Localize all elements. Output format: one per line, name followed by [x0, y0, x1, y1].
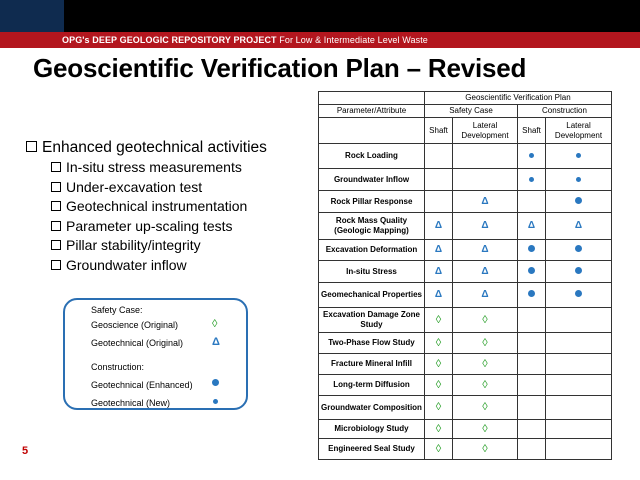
- row-label: Rock Mass Quality (Geologic Mapping): [319, 213, 425, 240]
- table-cell: [453, 396, 518, 420]
- blue-delta-icon: Δ: [434, 220, 443, 231]
- blue-delta-icon: Δ: [481, 220, 489, 231]
- blue-delta-icon: Δ: [434, 289, 443, 300]
- table-row: [319, 396, 612, 420]
- small-blue-dot-icon: [576, 177, 581, 182]
- group-construction: Construction: [518, 105, 612, 118]
- table-cell: [453, 439, 518, 460]
- param-header: Parameter/Attribute: [319, 105, 425, 118]
- table-cell: [518, 169, 546, 191]
- bullet-sub: [51, 236, 267, 256]
- green-diamond-icon: ◊: [482, 442, 488, 455]
- table-cell: [518, 354, 546, 375]
- small-blue-dot-icon: [529, 153, 534, 158]
- table-cell: [425, 396, 453, 420]
- checkbox-bullet-icon: [26, 141, 37, 152]
- table-cell: [518, 439, 546, 460]
- table-cell: [546, 213, 612, 240]
- bullet-main-text: Enhanced geotechnical activities: [42, 139, 267, 156]
- table-cell: [453, 354, 518, 375]
- table-cell: [425, 144, 453, 169]
- table-row: [319, 169, 612, 191]
- bullet-sub: [51, 158, 267, 178]
- table-corner-cell: [319, 92, 425, 105]
- bullet-sub-text: In-situ stress measurements: [66, 159, 242, 175]
- table-cell: [453, 308, 518, 333]
- table-cell: [546, 308, 612, 333]
- blue-delta-icon: Δ: [481, 195, 489, 207]
- checkbox-bullet-icon: [51, 221, 61, 231]
- checkbox-bullet-icon: [51, 162, 61, 172]
- table-cell: [518, 308, 546, 333]
- table-cell: [453, 261, 518, 283]
- checkbox-bullet-icon: [51, 260, 61, 270]
- page-number: 5: [22, 445, 29, 457]
- large-blue-dot-icon: [575, 245, 582, 252]
- table-cell: [518, 144, 546, 169]
- green-diamond-icon: ◊: [482, 313, 488, 326]
- legend-geotechnical-enhanced: Geotechnical (Enhanced): [91, 380, 193, 390]
- table-cell: [425, 240, 453, 261]
- green-diamond-icon: ◊: [435, 357, 442, 370]
- table-cell: [546, 240, 612, 261]
- table-cell: [546, 420, 612, 439]
- table-cell: [546, 191, 612, 213]
- verification-plan-table: [318, 91, 612, 460]
- green-diamond-icon: ◊: [435, 336, 442, 349]
- legend-construction-label: Construction:: [91, 362, 145, 372]
- symbol-legend: [63, 298, 248, 410]
- legend-geotechnical-new: Geotechnical (New): [91, 398, 171, 408]
- row-label: Long-term Diffusion: [319, 375, 425, 396]
- table-cell: [453, 283, 518, 308]
- large-blue-dot-icon: [212, 378, 219, 389]
- table-cell: [453, 144, 518, 169]
- row-label: Groundwater Composition: [319, 396, 425, 420]
- table-cell: [453, 375, 518, 396]
- green-diamond-icon: ◊: [482, 378, 488, 391]
- row-label: Two-Phase Flow Study: [319, 333, 425, 354]
- table-cell: [518, 191, 546, 213]
- table-row: [319, 191, 612, 213]
- table-row: [319, 354, 612, 375]
- table-cell: [546, 439, 612, 460]
- table-body: [319, 144, 612, 460]
- blue-delta-icon: Δ: [481, 265, 489, 277]
- table-cell: [518, 240, 546, 261]
- bullet-sub-text: Pillar stability/integrity: [66, 237, 201, 253]
- banner-logo-block: [0, 0, 64, 32]
- table-cell: [453, 420, 518, 439]
- green-diamond-icon: ◊: [482, 336, 488, 349]
- table-cell: [518, 420, 546, 439]
- blue-delta-icon: Δ: [481, 244, 489, 255]
- large-blue-dot-icon: [575, 267, 582, 274]
- table-cell: [546, 375, 612, 396]
- table-cell: [546, 283, 612, 308]
- table-cell: [518, 375, 546, 396]
- col-header-shaft: Shaft: [425, 118, 453, 144]
- green-diamond-icon: ◊: [435, 422, 442, 435]
- bullet-sub: [51, 197, 267, 217]
- bullet-sub-text: Under-excavation test: [66, 178, 203, 195]
- table-cell: [546, 261, 612, 283]
- slide-title: Geoscientific Verification Plan – Revised: [33, 53, 527, 83]
- top-banner: [0, 0, 640, 32]
- table-cell: [425, 375, 453, 396]
- bullet-sub-text: Geotechnical instrumentation: [66, 198, 248, 214]
- green-diamond-icon: ◊: [435, 313, 442, 326]
- row-label: Microbiology Study: [319, 420, 425, 439]
- green-diamond-icon: ◊: [435, 401, 442, 413]
- small-blue-dot-icon: [576, 153, 581, 158]
- project-banner: [0, 32, 640, 48]
- table-title: Geoscientific Verification Plan: [425, 92, 612, 105]
- table-cell: [518, 261, 546, 283]
- row-label: In-situ Stress: [319, 261, 425, 283]
- bullet-sub: [51, 178, 267, 198]
- project-name: OPG's DEEP GEOLOGIC REPOSITORY PROJECT: [62, 35, 277, 45]
- table-cell: [425, 261, 453, 283]
- table-cell: [518, 283, 546, 308]
- checkbox-bullet-icon: [51, 182, 61, 192]
- table-cell: [546, 169, 612, 191]
- table-cell: [425, 420, 453, 439]
- table-cell: [453, 240, 518, 261]
- row-label: Excavation Damage Zone Study: [319, 308, 425, 333]
- group-safety-case: Safety Case: [425, 105, 518, 118]
- legend-geoscience-original: Geoscience (Original): [91, 320, 179, 330]
- table-cell: [425, 283, 453, 308]
- table-cell: [453, 213, 518, 240]
- row-label: Engineered Seal Study: [319, 439, 425, 460]
- table-row: [319, 420, 612, 439]
- row-label: Rock Pillar Response: [319, 191, 425, 213]
- table-row: [319, 213, 612, 240]
- table-row: [319, 308, 612, 333]
- bullet-sub: [51, 217, 267, 237]
- table-cell: [546, 333, 612, 354]
- blue-delta-icon: Δ: [212, 336, 220, 348]
- table-row: [319, 439, 612, 460]
- col-header-lateral: Lateral Development: [453, 118, 518, 144]
- green-diamond-icon: ◊: [482, 401, 488, 413]
- table-cell: [425, 169, 453, 191]
- blue-delta-icon: Δ: [527, 220, 536, 231]
- blue-delta-icon: Δ: [481, 289, 489, 300]
- col-header-shaft: Shaft: [518, 118, 546, 144]
- blue-delta-icon: Δ: [434, 244, 443, 255]
- table-row: [319, 240, 612, 261]
- legend-geotechnical-original: Geotechnical (Original): [91, 338, 184, 348]
- checkbox-bullet-icon: [51, 240, 61, 250]
- col-header-lateral: Lateral Development: [546, 118, 612, 144]
- table-row: [319, 375, 612, 396]
- table-cell: [518, 396, 546, 420]
- large-blue-dot-icon: [528, 245, 535, 252]
- green-diamond-icon: ◊: [482, 357, 488, 370]
- checkbox-bullet-icon: [51, 201, 61, 211]
- project-banner-text: [62, 33, 428, 47]
- row-label: Excavation Deformation: [319, 240, 425, 261]
- param-header-spacer: [319, 118, 425, 144]
- large-blue-dot-icon: [575, 197, 582, 204]
- green-diamond-icon: ◊: [212, 318, 218, 330]
- table-cell: [425, 333, 453, 354]
- table-row: [319, 333, 612, 354]
- bullet-sub-text: Groundwater inflow: [66, 256, 187, 273]
- table-cell: [425, 213, 453, 240]
- table-cell: [425, 354, 453, 375]
- table-cell: [546, 396, 612, 420]
- bullet-list: [26, 138, 267, 275]
- table-cell: [518, 333, 546, 354]
- bullet-main: [26, 138, 267, 158]
- bullet-sub-text: Parameter up-scaling tests: [66, 217, 233, 234]
- table-row: [319, 144, 612, 169]
- green-diamond-icon: ◊: [435, 378, 442, 391]
- small-blue-dot-icon: [213, 396, 218, 407]
- table-cell: [425, 439, 453, 460]
- table-row: [319, 283, 612, 308]
- table-cell: [453, 169, 518, 191]
- row-label: Groundwater Inflow: [319, 169, 425, 191]
- row-label: Rock Loading: [319, 144, 425, 169]
- bullet-sub: [51, 256, 267, 276]
- table-cell: [518, 213, 546, 240]
- table-cell: [546, 144, 612, 169]
- small-blue-dot-icon: [529, 177, 534, 182]
- table-cell: [425, 191, 453, 213]
- table-cell: [425, 308, 453, 333]
- blue-delta-icon: Δ: [434, 265, 443, 277]
- table-cell: [453, 333, 518, 354]
- legend-safety-case-label: Safety Case:: [91, 305, 143, 315]
- project-subtitle: For Low & Intermediate Level Waste: [279, 35, 428, 45]
- large-blue-dot-icon: [528, 267, 535, 274]
- green-diamond-icon: ◊: [435, 442, 442, 455]
- row-label: Fracture Mineral Infill: [319, 354, 425, 375]
- table-cell: [546, 354, 612, 375]
- large-blue-dot-icon: [575, 290, 582, 297]
- green-diamond-icon: ◊: [482, 422, 488, 435]
- table-cell: [453, 191, 518, 213]
- table-row: [319, 261, 612, 283]
- large-blue-dot-icon: [528, 290, 535, 297]
- row-label: Geomechanical Properties: [319, 283, 425, 308]
- blue-delta-icon: Δ: [574, 220, 583, 231]
